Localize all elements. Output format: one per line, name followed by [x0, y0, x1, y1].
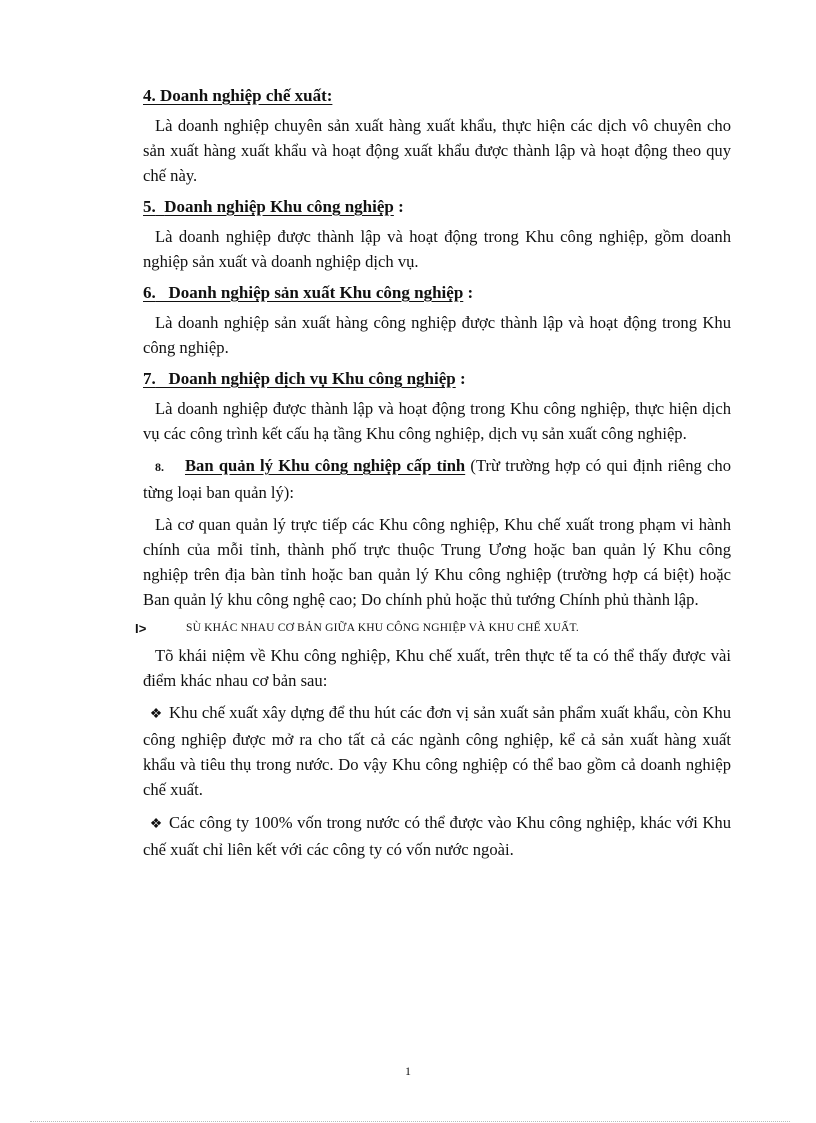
heading-5-suffix: : — [393, 197, 404, 216]
heading-5 — [143, 195, 731, 219]
heading-7 — [143, 367, 731, 391]
paragraph-6: Là doanh nghiệp sản xuất hàng công nghiệp được thành lập và hoạt động trong Khu công nghiệp. — [143, 313, 731, 357]
bullet-item-1 — [143, 700, 731, 802]
document-page — [135, 84, 732, 870]
section-title: SÙ KHÁC NHAU CƠ BẢN GIỮA KHU CÔNG NGHIỆP VÀ KHU CHẾ XUẤT. — [186, 622, 579, 634]
bullet-text-1: Khu chế xuất xây dựng để thu hút các đơn vị sản xuất sản phẩm xuất khẩu, còn Khu công nghiệp được mở ra cho tất cả các ngành công nghiệp, kể cả sản xuất hàng xuất khẩu và tiêu thụ trong nước. Do vậy Khu công nghiệp có thể bao gồm cả doanh nghiệp chế xuất. — [143, 703, 731, 799]
paragraph-8: Là cơ quan quản lý trực tiếp các Khu công nghiệp, Khu chế xuất trong phạm vi hành chính của mỗi tỉnh, thành phố trực thuộc Trung Ương hoặc ban quản lý Khu công nghiệp trên địa bàn tỉnh hoặc ban quản lý Khu công nghiệp (trường hợp cá biệt) hoặc Ban quản lý khu công nghệ cao; Do chính phủ hoặc thủ tướng Chính phủ thành lập. — [143, 515, 731, 609]
heading-4-text: 4. Doanh nghiệp chế xuất: — [143, 86, 333, 105]
heading-7-number: 7. — [143, 369, 156, 388]
intro-paragraph: Tõ khái niệm về Khu công nghiệp, Khu chế xuất, trên thực tế ta có thể thấy được vài điểm khác nhau cơ bản sau: — [143, 646, 731, 690]
bullet-item-2 — [143, 810, 731, 862]
paragraph-5: Là doanh nghiệp được thành lập và hoạt động trong Khu công nghiệp, gồm doanh nghiệp sản xuất và doanh nghiệp dịch vụ. — [143, 227, 731, 271]
heading-6-suffix: : — [463, 283, 474, 302]
heading-5-text: Doanh nghiệp Khu công nghiệp — [164, 197, 394, 216]
heading-8 — [143, 453, 731, 505]
heading-6 — [143, 281, 731, 305]
page-bottom-divider — [30, 1121, 790, 1122]
section-roman-numeral: I> — [135, 621, 147, 636]
heading-6-text: Doanh nghiệp sản xuất Khu công nghiệp — [168, 283, 464, 302]
heading-6-number: 6. — [143, 283, 156, 302]
paragraph-4: Là doanh nghiệp chuyên sản xuất hàng xuất khẩu, thực hiện các dịch vô chuyên cho sản xuất hàng xuất khẩu và hoạt động xuất khẩu được thành lập và hoạt động theo quy chế này. — [143, 116, 731, 185]
bullet-text-2: Các công ty 100% vốn trong nước có thể được vào Khu công nghiệp, khác với Khu chế xuất chỉ liên kết với các công ty có vốn nước ngoài. — [143, 813, 731, 859]
page-number: 1 — [405, 1064, 411, 1078]
section-heading — [135, 619, 731, 637]
paragraph-7: Là doanh nghiệp được thành lập và hoạt động trong Khu công nghiệp, thực hiện dịch vụ các công trình kết cấu hạ tầng Khu công nghiệp, dịch vụ sản xuất công nghiệp. — [143, 399, 731, 443]
diamond-bullet-icon: ❖ — [149, 817, 163, 832]
heading-7-text: Doanh nghiệp dịch vụ Khu công nghiệp — [168, 369, 456, 388]
heading-8-number: 8. — [155, 460, 164, 474]
heading-7-suffix: : — [455, 369, 466, 388]
diamond-bullet-icon: ❖ — [149, 707, 163, 722]
heading-5-number: 5. — [143, 197, 156, 216]
heading-4 — [143, 84, 731, 108]
heading-8-suffix: (Trừ trường hợp có qui định riêng cho từng loại ban quản lý): — [143, 456, 732, 502]
heading-8-text: Ban quản lý Khu công nghiệp cấp tỉnh — [184, 456, 466, 475]
